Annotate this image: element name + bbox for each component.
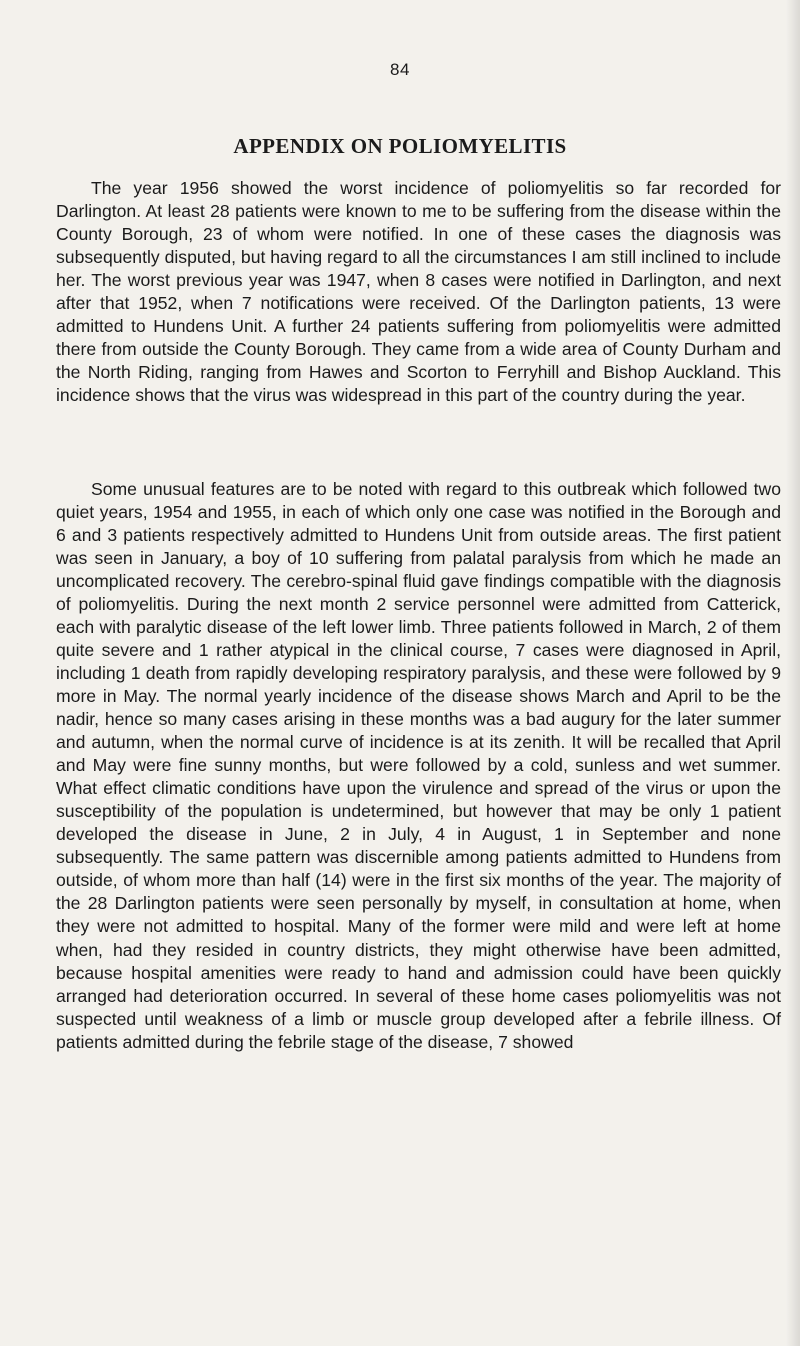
- page-title: APPENDIX ON POLIOMYELITIS: [233, 134, 567, 158]
- page-number: 84: [390, 60, 410, 79]
- paragraph-2: Some unusual features are to be noted with regard to this outbreak which followed two quiet years, 1954 and 1955, in each of which only one case was notified in the Borough and 6 and 3 patients respectively admitted to Hundens Unit from outside areas. The first patient was seen in January, a boy of 10 suffering from palatal paralysis from which he made an uncomplicated recovery. The cerebro-spinal fluid gave findings compatible with the diagnosis of poliomyelitis. During the next month 2 service personnel were admitted from Catterick, each with paralytic disease of the left lower limb. Three patients followed in March, 2 of them quite severe and 1 rather atypical in the clinical course, 7 cases were diagnosed in April, including 1 death from rapidly developing respiratory paralysis, and these were followed by 9 more in May. The normal yearly incidence of the disease shows March and April to be the nadir, hence so many cases arising in these months was a bad augury for the later summer and autumn, when the normal curve of incidence is at its zenith. It will be recalled that April and May were fine sunny months, but were followed by a cold, sunless and wet summer. What effect climatic conditions have upon the virulence and spread of the virus or upon the susceptibility of the population is undetermined, but however that may be only 1 patient developed the disease in June, 2 in July, 4 in August, 1 in September and none subsequently. The same pattern was discernible among patients admitted to Hundens from outside, of whom more than half (14) were in the first six months of the year. The majority of the 28 Darlington patients were seen personally by myself, in consultation at home, when they were not admitted to hospital. Many of the former were mild and were left at home when, had they resided in country districts, they might otherwise have been admitted, because hospital amenities were ready to hand and admission could have been quickly arranged had deterioration occurred. In several of these home cases poliomyelitis was not suspected until weakness of a limb or muscle group developed after a febrile illness. Of patients admitted during the febrile stage of the disease, 7 showed: [56, 478, 781, 1052]
- paragraph-1: The year 1956 showed the worst incidence of poliomyelitis so far recorded for Darlington. At least 28 patients were known to me to be suffering from the disease within the County Borough, 23 of whom were notified. In one of these cases the diagnosis was subsequently disputed, but having regard to all the circumstances I am still inclined to include her. The worst previous year was 1947, when 8 cases were notified in Darlington, and next after that 1952, when 7 notifications were received. Of the Darlington patients, 13 were admitted to Hundens Unit. A further 24 patients suffering from poliomyelitis were admitted there from outside the County Borough. They came from a wide area of County Durham and the North Riding, ranging from Hawes and Scorton to Ferryhill and Bishop Auckland. This incidence shows that the virus was widespread in this part of the country during the year.: [56, 177, 781, 406]
- page-edge-shadow: [786, 0, 800, 1346]
